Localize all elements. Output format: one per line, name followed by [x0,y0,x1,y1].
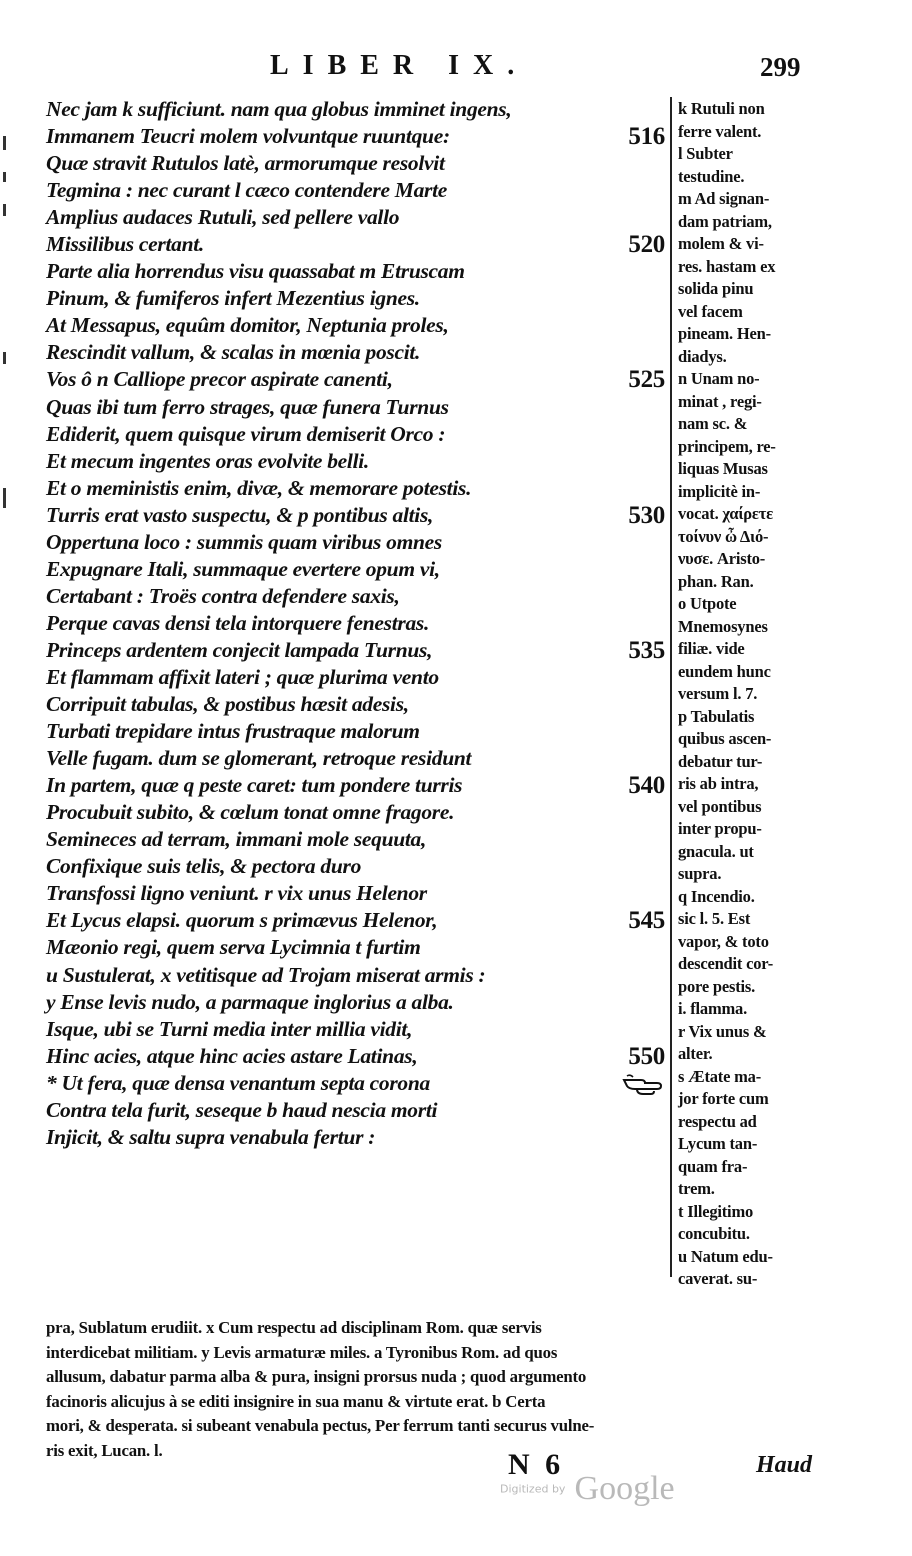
margin-note-line: n Unam no- [678,369,760,388]
margin-note-line: solida pinu [678,279,754,298]
margin-note-line: debatur tur- [678,751,763,771]
watermark-prefix: Digitized by [500,1482,566,1496]
margin-note-line: respectu ad [678,1111,757,1131]
verse-column [46,96,671,1151]
verse-line: Turbati trepidare intus frustraque malorum [46,719,420,744]
line-number: 540 [628,772,665,800]
verse-line: Certabant : Troës contra defendere saxis, [46,583,400,608]
margin-note-line: t Illegitimo [678,1201,754,1221]
binding-mark [3,352,6,364]
footnote-block [46,1316,836,1463]
verse-line: Tegmina : nec curant l cæco contendere Marte [46,178,448,203]
margin-note-line: o Utpote [678,594,737,613]
signature-mark: N 6 [508,1448,565,1481]
margin-note-line: quibus ascen- [678,729,772,748]
verse-line: In partem, quæ q peste caret: tum pondere turris 540 [46,772,665,800]
verse-line: u Sustulerat, x vetitisque ad Trojam miserat armis : [46,962,486,987]
margin-note-line: dam patriam, [678,211,772,231]
verse-line: Ediderit, quem quisque virum demiserit Orco : [46,421,446,446]
margin-note-line: minat , regi- [678,391,762,411]
verse-line: Et o meministis enim, divæ, & memorare potestis. [46,475,472,500]
verse-line: Velle fugam. dum se glomerant, retroque residunt [46,746,472,771]
google-logo: Google [574,1470,675,1507]
verse-line: Transfossi ligno veniunt. r vix unus Helenor [46,881,427,906]
verse-line: * Ut fera, quæ densa venantum septa corona [46,1070,671,1097]
binding-mark [3,488,6,508]
binding-mark [3,172,6,182]
footnote-line: mori, & desperata. si subeant venabula pectus, Per ferrum tanti securus vulne- [46,1416,595,1435]
margin-note-line: filiæ. vide [678,639,745,658]
line-number: 535 [628,636,665,664]
line-number: 545 [628,907,665,935]
verse-line: Quas ibi tum ferro strages, quæ funera Turnus [46,394,449,419]
margin-note-line: trem. [678,1179,715,1198]
verse-line: At Messapus, equûm domitor, Neptunia proles, [46,313,449,338]
margin-note-line: nam sc. & [678,414,748,433]
verse-line: Expugnare Itali, summaque evertere opum vi, [46,556,440,581]
verse-line: Vos ô n Calliope precor aspirate canenti, 525 [46,366,665,394]
margin-note-line: r Vix unus & [678,1021,767,1041]
verse-line: Quæ stravit Rutulos latè, armorumque resolvit [46,151,445,176]
verse-line: Missilibus certant. 520 [46,231,665,259]
margin-note-line: gnacula. ut [678,841,754,861]
margin-note-line: ris ab intra, [678,774,759,793]
verse-line: Pinum, & fumiferos infert Mezentius ignes. [46,286,420,311]
line-number: 525 [628,366,665,394]
margin-note-line: vapor, & toto [678,931,769,951]
footnote-line: pra, Sublatum erudiit. x Cum respectu ad disciplinam Rom. quæ servis [46,1318,542,1337]
column-divider [670,97,672,1277]
margin-note-line: m Ad signan- [678,189,770,208]
verse-line: Immanem Teucri molem volvuntque ruuntque: 516 [46,123,665,151]
margin-note-line: k Rutuli non [678,99,765,118]
verse-line: Et Lycus elapsi. quorum s primævus Helenor, 545 [46,907,665,935]
verse-line: Semineces ad terram, immani mole sequuta, [46,827,427,852]
footnote-line: facinoris alicujus à se editi insignire in sua manu & virtute erat. b Certa [46,1391,546,1411]
margin-note-line: pineam. Hen- [678,324,771,343]
verse-line: Princeps ardentem conjecit lampada Turnus, 535 [46,636,665,664]
margin-note-line: vocat. χαίρετε [678,504,774,523]
verse-line: Et mecum ingentes oras evolvite belli. [46,448,370,473]
margin-note-line: quam fra- [678,1156,748,1176]
margin-note-line: liquas Musas [678,459,768,478]
verse-line: Mæonio regi, quem serva Lycimnia t furtim [46,935,421,960]
digitized-watermark [500,1470,675,1508]
verse-line: Amplius audaces Rutuli, sed pellere vallo [46,205,400,230]
verse-line: Perque cavas densi tela intorquere fenestras. [46,610,430,635]
margin-note-line: implicitè in- [678,481,761,501]
footnote-line: interdicebat militiam. y Levis armaturæ miles. a Tyronibus Rom. ad quos [46,1342,558,1362]
pointing-hand-icon [621,1072,665,1096]
line-number: 530 [628,501,665,529]
line-number: 550 [628,1042,665,1070]
verse-line: Contra tela furit, seseque b haud nescia morti [46,1097,438,1122]
margin-note-line: versum l. 7. [678,684,758,703]
margin-note-line: vel pontibus [678,796,762,816]
verse-line: Rescindit vallum, & scalas in mœnia poscit. [46,340,421,365]
margin-note-line: caverat. su- [678,1269,758,1288]
margin-note-line: descendit cor- [678,954,774,973]
margin-note-line: molem & vi- [678,234,764,253]
verse-line: Isque, ubi se Turni media inter millia vidit, [46,1016,413,1041]
verse-line: Hinc acies, atque hinc acies astare Latinas, 550 [46,1042,665,1070]
running-head: LIBER IX. [270,50,529,81]
margin-note-line: Lycum tan- [678,1134,758,1153]
verse-line: y Ense levis nudo, a parmaque inglorius a alba. [46,989,454,1014]
margin-note-line: jor forte cum [678,1089,769,1108]
verse-line: Injicit, & saltu supra venabula fertur : [46,1124,376,1149]
margin-note-line: diadys. [678,346,727,366]
verse-line: Parte alia horrendus visu quassabat m Etruscam [46,259,465,284]
margin-note-line: sic l. 5. Est [678,909,751,928]
binding-mark [3,136,6,150]
footnote-line: ris exit, Lucan. l. [46,1440,163,1460]
margin-note-line: pore pestis. [678,976,756,996]
verse-line: Nec jam k sufficiunt. nam qua globus imminet ingens, [46,97,512,121]
margin-note-line: p Tabulatis [678,706,755,726]
margin-note-line: τοίνυν ὦ Διό- [678,526,769,546]
margin-note-line: i. flamma. [678,999,748,1018]
footnote-line: allusum, dabatur parma alba & pura, insigni prorsus nuda ; quod argumento [46,1367,587,1386]
page-number: 299 [760,52,801,82]
margin-note-line: ferre valent. [678,121,762,141]
margin-note-line: s Ætate ma- [678,1066,762,1086]
margin-note-line: supra. [678,864,722,883]
margin-note-line: q Incendio. [678,886,755,906]
margin-note-line: Mnemosynes [678,616,768,636]
margin-note-line: testudine. [678,166,745,186]
margin-note-line: phan. Ran. [678,571,754,591]
margin-note-line: vel facem [678,301,743,321]
margin-note-line: l Subter [678,144,733,163]
margin-note-line: concubitu. [678,1224,750,1243]
verse-line: Corripuit tabulas, & postibus hæsit adesis, [46,692,409,717]
margin-notes [678,98,828,1291]
verse-line: Procubuit subito, & cœlum tonat omne fragore. [46,800,455,825]
catchword: Haud [756,1452,813,1478]
binding-mark [3,204,6,216]
margin-note-line: res. hastam ex [678,256,776,276]
margin-note-line: νυσε. Aristo- [678,549,766,568]
margin-note-line: eundem hunc [678,661,771,681]
verse-line: Et flammam affixit lateri ; quæ plurima vento [46,664,439,689]
line-number: 520 [628,231,665,259]
margin-note-line: inter propu- [678,819,762,838]
margin-note-line: principem, re- [678,436,776,456]
margin-note-line: alter. [678,1044,713,1063]
verse-line: Turris erat vasto suspectu, & p pontibus altis, 530 [46,501,665,529]
margin-note-line: u Natum edu- [678,1246,773,1266]
verse-line: Confixique suis telis, & pectora duro [46,854,362,879]
verse-line: Oppertuna loco : summis quam viribus omnes [46,529,442,554]
line-number: 516 [628,123,665,151]
